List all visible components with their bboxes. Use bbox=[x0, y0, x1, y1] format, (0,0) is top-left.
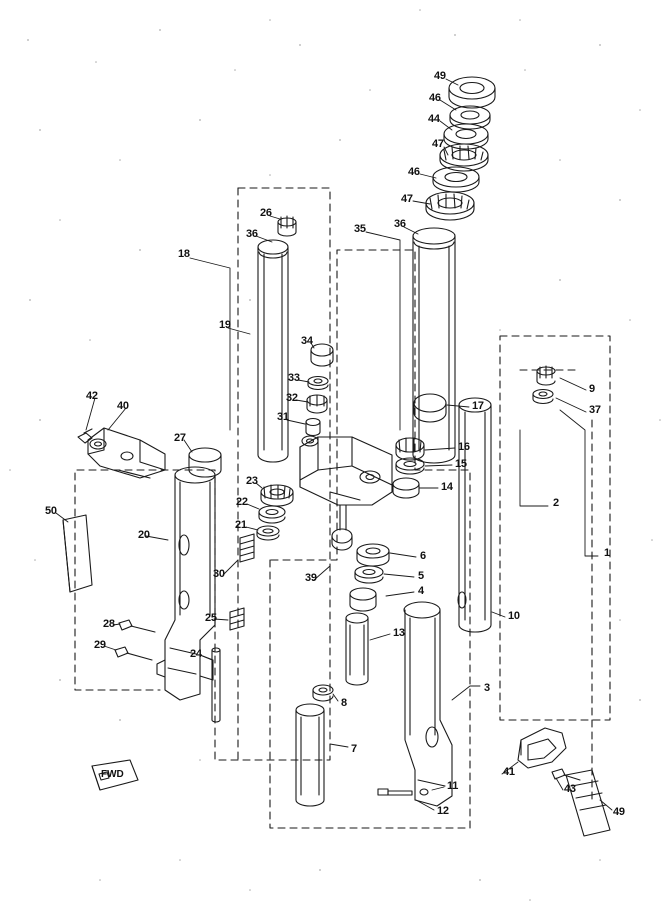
callout-29: 29 bbox=[94, 639, 106, 651]
part-16-spacer bbox=[396, 438, 424, 460]
callout-28: 28 bbox=[103, 618, 115, 630]
callout-16: 16 bbox=[458, 441, 470, 453]
callout-37: 37 bbox=[589, 404, 601, 416]
part-23-oil-seal bbox=[261, 485, 293, 506]
part-13-damper-tube bbox=[346, 613, 368, 685]
part-14-nut bbox=[393, 478, 419, 498]
part-20-outer-fork-leg-left bbox=[157, 467, 215, 700]
part-7-inner-fork-tube bbox=[296, 704, 324, 806]
callout-45: 47 bbox=[432, 138, 444, 150]
callout-33: 33 bbox=[288, 372, 300, 384]
callout-46b: 46 bbox=[408, 166, 420, 178]
part-26-top-bolt-left bbox=[278, 216, 296, 236]
callout-41: 41 bbox=[503, 766, 515, 778]
part-30-spring bbox=[240, 534, 254, 562]
part-49-stem-nut bbox=[449, 77, 495, 108]
callout-35: 35 bbox=[354, 223, 366, 235]
callout-43: 43 bbox=[564, 783, 576, 795]
callout-39: 39 bbox=[305, 572, 317, 584]
callout-13: 13 bbox=[393, 627, 405, 639]
part-47-bearing-lower bbox=[426, 192, 474, 220]
callout-22: 22 bbox=[236, 496, 248, 508]
callout-32: 32 bbox=[286, 392, 298, 404]
leader-lines bbox=[56, 79, 612, 810]
part-37-washer bbox=[533, 390, 553, 404]
callout-36-right: 36 bbox=[394, 218, 406, 230]
callout-1: 1 bbox=[604, 547, 610, 559]
group-outline-center bbox=[270, 250, 470, 828]
callout-30: 30 bbox=[213, 568, 225, 580]
callout-50: 50 bbox=[45, 505, 57, 517]
part-50-reflector-plate bbox=[63, 515, 92, 592]
part-31-bolt bbox=[306, 419, 320, 436]
part-41-cable-guide bbox=[518, 728, 566, 768]
background-speckles bbox=[9, 9, 661, 901]
callout-24: 24 bbox=[190, 648, 202, 660]
part-3-outer-fork-leg-right bbox=[404, 602, 452, 806]
part-12-bolt bbox=[378, 789, 412, 795]
callout-14: 14 bbox=[441, 481, 453, 493]
callout-49-right: 49 bbox=[613, 806, 625, 818]
part-33-washer bbox=[308, 377, 328, 390]
callout-21: 21 bbox=[235, 519, 247, 531]
part-28-bolt bbox=[119, 620, 155, 632]
callout-36-left: 36 bbox=[246, 228, 258, 240]
group-outline-left bbox=[75, 188, 330, 760]
callout-47b: 47 bbox=[401, 193, 413, 205]
callout-2: 2 bbox=[553, 497, 559, 509]
callout-34: 34 bbox=[301, 335, 313, 347]
callout-6: 6 bbox=[420, 550, 426, 562]
part-47-bearing-upper bbox=[440, 144, 488, 171]
callout-44: 44 bbox=[428, 113, 440, 125]
part-2-10-fork-tube-right bbox=[458, 398, 491, 632]
callout-46: 46 bbox=[429, 92, 441, 104]
part-27-seal-holder bbox=[189, 448, 221, 477]
callout-31: 31 bbox=[277, 411, 289, 423]
callout-9: 9 bbox=[589, 383, 595, 395]
part-22-washer bbox=[259, 506, 285, 523]
part-4-spacer bbox=[350, 588, 376, 611]
callout-12: 12 bbox=[437, 805, 449, 817]
callout-5: 5 bbox=[418, 570, 424, 582]
callout-18: 18 bbox=[178, 248, 190, 260]
part-6-oil-seal bbox=[357, 544, 389, 566]
callout-49: 49 bbox=[434, 70, 446, 82]
callout-8: 8 bbox=[341, 697, 347, 709]
part-29-bolt bbox=[115, 647, 152, 660]
part-21-washer-small bbox=[257, 526, 279, 540]
callout-17: 17 bbox=[472, 400, 484, 412]
callout-11: 11 bbox=[447, 780, 459, 792]
callout-40: 40 bbox=[117, 400, 129, 412]
part-9-bolt bbox=[537, 366, 555, 385]
callout-15: 15 bbox=[455, 458, 467, 470]
callout-3: 3 bbox=[484, 682, 490, 694]
callout-19: 19 bbox=[219, 319, 231, 331]
part-24-damper-rod bbox=[212, 648, 220, 722]
callout-10: 10 bbox=[508, 610, 520, 622]
part-25-spring-short bbox=[230, 608, 244, 630]
callout-42: 42 bbox=[86, 390, 98, 402]
callout-27: 27 bbox=[174, 432, 186, 444]
part-35-steering-stem-tube bbox=[413, 228, 455, 463]
callout-26: 26 bbox=[260, 207, 272, 219]
callout-23: 23 bbox=[246, 475, 258, 487]
part-18-19-fork-tube-left bbox=[258, 240, 288, 462]
callout-7: 7 bbox=[351, 743, 357, 755]
part-5-washer bbox=[355, 566, 383, 583]
callout-25: 25 bbox=[205, 612, 217, 624]
part-39-under-bracket bbox=[300, 436, 392, 550]
callout-4: 4 bbox=[418, 585, 424, 597]
fwd-label: FWD bbox=[101, 769, 124, 780]
callout-20: 20 bbox=[138, 529, 150, 541]
part-32-nut bbox=[307, 395, 327, 413]
